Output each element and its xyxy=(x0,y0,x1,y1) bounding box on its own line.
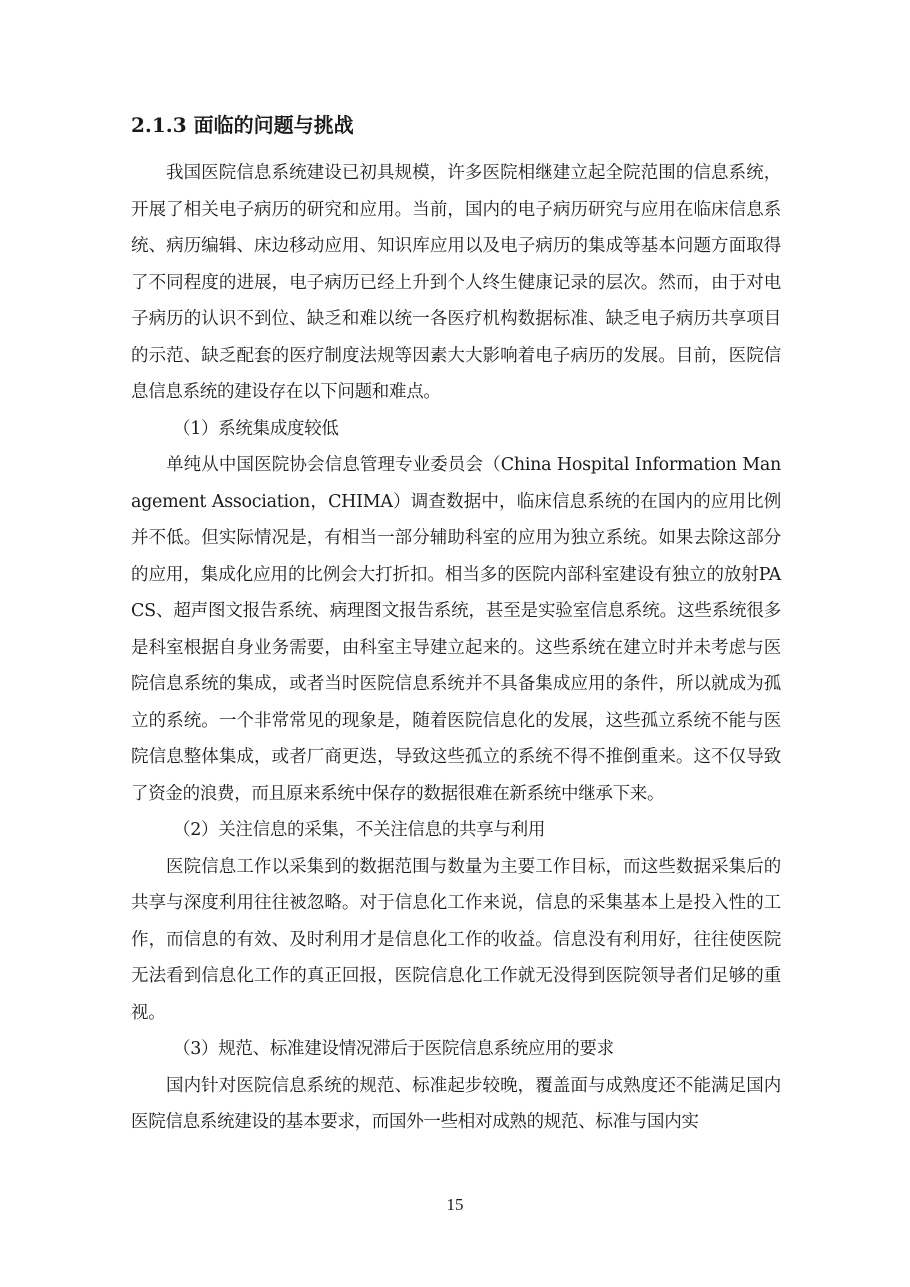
item2-heading: （2）关注信息的采集，不关注信息的共享与利用 xyxy=(173,820,546,840)
item3-heading: （3）规范、标准建设情况滞后于医院信息系统应用的要求 xyxy=(173,1039,614,1059)
item2-paragraph: 医院信息工作以采集到的数据范围与数量为主要工作目标，而这些数据采集后的共享与深度利用往往被忽略。对于信息化工作来说，信息的采集基本上是投入性的工作，而信息的有效、及时利用才是信息化工作的收益。信息没有利用好，往往使医院无法看到信息化工作的真正回报，医院信息化工作就无没得到医院领导者们足够的重视。 xyxy=(131,856,781,1023)
intro-paragraph: 我国医院信息系统建设已初具规模，许多医院相继建立起全院范围的信息系统，开展了相关电子病历的研究和应用。当前，国内的电子病历研究与应用在临床信息系统、病历编辑、床边移动应用、知识库应用以及电子病历的集成等基本问题方面取得了不同程度的进展，电子病历已经上升到个人终生健康记录的层次。然而，由于对电子病历的认识不到位、缺乏和难以统一各医疗机构数据标准、缺乏电子病历共享项目的示范、缺乏配套的医疗制度法规等因素大大影响着电子病历的发展。目前，医院信息信息系统的建设存在以下问题和难点。 xyxy=(131,163,781,402)
item1-paragraph: 单纯从中国医院协会信息管理专业委员会（China Hospital Information Management Association，CHIMA）调查数据中，临床信息系统的在国内的应用比例并不低。但实际情况是，有相当一部分辅助科室的应用为独立系统。如果去除这部分的应用，集成化应用的比例会大打折扣。相当多的医院内部科室建设有独立的放射PACS、超声图文报告系统、病理图文报告系统，甚至是实验室信息系统。这些系统很多是科室根据自身业务需要，由科室主导建立起来的。这些系统在建立时并未考虑与医院信息系统的集成，或者当时医院信息系统并不具备集成应用的条件，所以就成为孤立的系统。一个非常常见的现象是，随着医院信息化的发展，这些孤立系统不能与医院信息整体集成，或者厂商更迭，导致这些孤立的系统不得不推倒重来。这不仅导致了资金的浪费，而且原来系统中保存的数据很难在新系统中继承下来。 xyxy=(131,455,781,804)
item1-heading: （1）系统集成度较低 xyxy=(173,418,339,439)
document-page xyxy=(131,110,781,1141)
page-number: 15 xyxy=(446,1195,464,1214)
item3-paragraph: 国内针对医院信息系统的规范、标准起步较晚，覆盖面与成熟度还不能满足国内医院信息系统建设的基本要求，而国外一些相对成熟的规范、标准与国内实 xyxy=(131,1075,781,1132)
section-title: 2.1.3 面临的问题与挑战 xyxy=(131,113,354,137)
